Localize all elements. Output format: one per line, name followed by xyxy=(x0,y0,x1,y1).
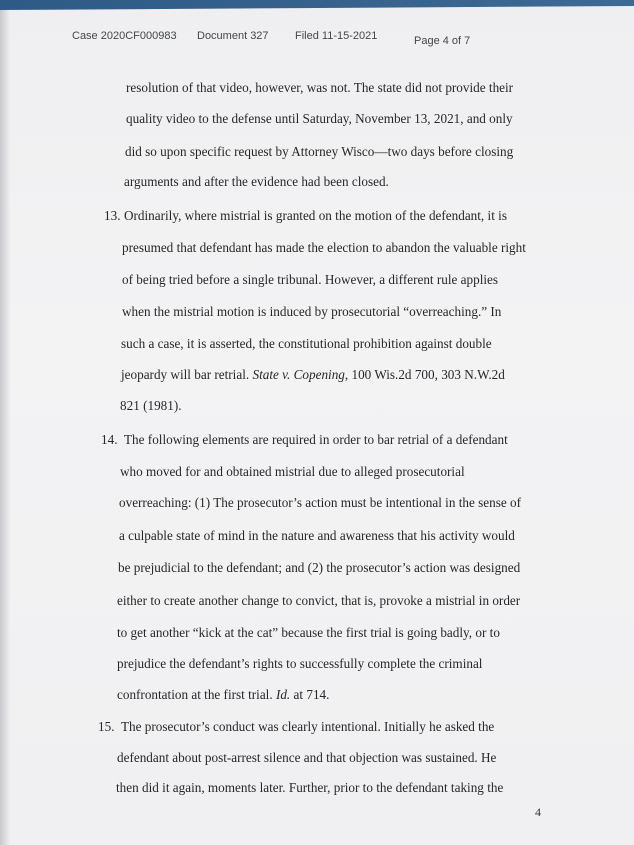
filing-header xyxy=(0,30,634,50)
text-line: prejudice the defendant’s rights to successfully complete the criminal xyxy=(117,656,483,671)
text-line: arguments and after the evidence had been closed. xyxy=(124,174,389,189)
text-line: of being tried before a single tribunal. However, a different rule applies xyxy=(122,272,499,287)
text-line: did so upon specific request by Attorney Wisco—two days before closing xyxy=(125,144,514,159)
paragraph-number: 13. xyxy=(104,208,121,223)
text-line: resolution of that video, however, was not. The state did not provide their xyxy=(126,80,514,95)
case-number: Case 2020CF000983 xyxy=(72,30,177,42)
text-line: when the mistrial motion is induced by prosecutorial “overreaching.” In xyxy=(122,304,502,319)
text-line: The prosecutor’s conduct was clearly intentional. Initially he asked the xyxy=(121,719,495,734)
text-fragment: jeopardy will bar retrial. xyxy=(121,367,253,382)
text-line: presumed that defendant has made the election to abandon the valuable right xyxy=(122,240,526,255)
text-line: Ordinarily, where mistrial is granted on the motion of the defendant, it is xyxy=(124,208,507,223)
text-fragment: at 714. xyxy=(290,687,330,702)
text-line: either to create another change to convict, that is, provoke a mistrial in order xyxy=(117,593,521,608)
text-line-with-citation xyxy=(117,687,329,703)
text-line: such a case, it is asserted, the constitutional prohibition against double xyxy=(121,336,492,351)
text-line: quality video to the defense until Saturday, November 13, 2021, and only xyxy=(126,111,513,126)
text-fragment: confrontation at the first trial. xyxy=(117,687,276,702)
text-line: who moved for and obtained mistrial due to alleged prosecutorial xyxy=(120,464,465,479)
filed-date: Filed 11-15-2021 xyxy=(295,30,378,42)
paragraph-number: 15. xyxy=(98,719,115,734)
text-line: The following elements are required in order to bar retrial of a defendant xyxy=(124,432,508,447)
text-line: be prejudicial to the defendant; and (2) the prosecutor’s action was designed xyxy=(118,560,521,575)
document-number: Document 327 xyxy=(197,30,269,42)
text-line: overreaching: (1) The prosecutor’s action must be intentional in the sense of xyxy=(119,495,521,510)
text-line: 821 (1981). xyxy=(120,398,182,413)
text-fragment: , 100 Wis.2d 700, 303 N.W.2d xyxy=(344,367,505,382)
text-line: to get another “kick at the cat” because the first trial is going badly, or to xyxy=(117,625,500,640)
text-line: then did it again, moments later. Further, prior to the defendant taking the xyxy=(116,780,504,795)
page-of-total: Page 4 of 7 xyxy=(414,35,471,47)
text-line: defendant about post-arrest silence and that objection was sustained. He xyxy=(117,750,497,765)
background-edge xyxy=(0,0,634,10)
text-line: a culpable state of mind in the nature and awareness that his activity would xyxy=(119,528,515,543)
page-number: 4 xyxy=(535,805,541,819)
text-line-with-citation xyxy=(121,367,505,383)
case-citation: State v. Copening xyxy=(252,367,345,382)
paragraph-number: 14. xyxy=(101,432,118,447)
page-shadow xyxy=(0,0,10,845)
case-citation: Id. xyxy=(275,687,291,702)
